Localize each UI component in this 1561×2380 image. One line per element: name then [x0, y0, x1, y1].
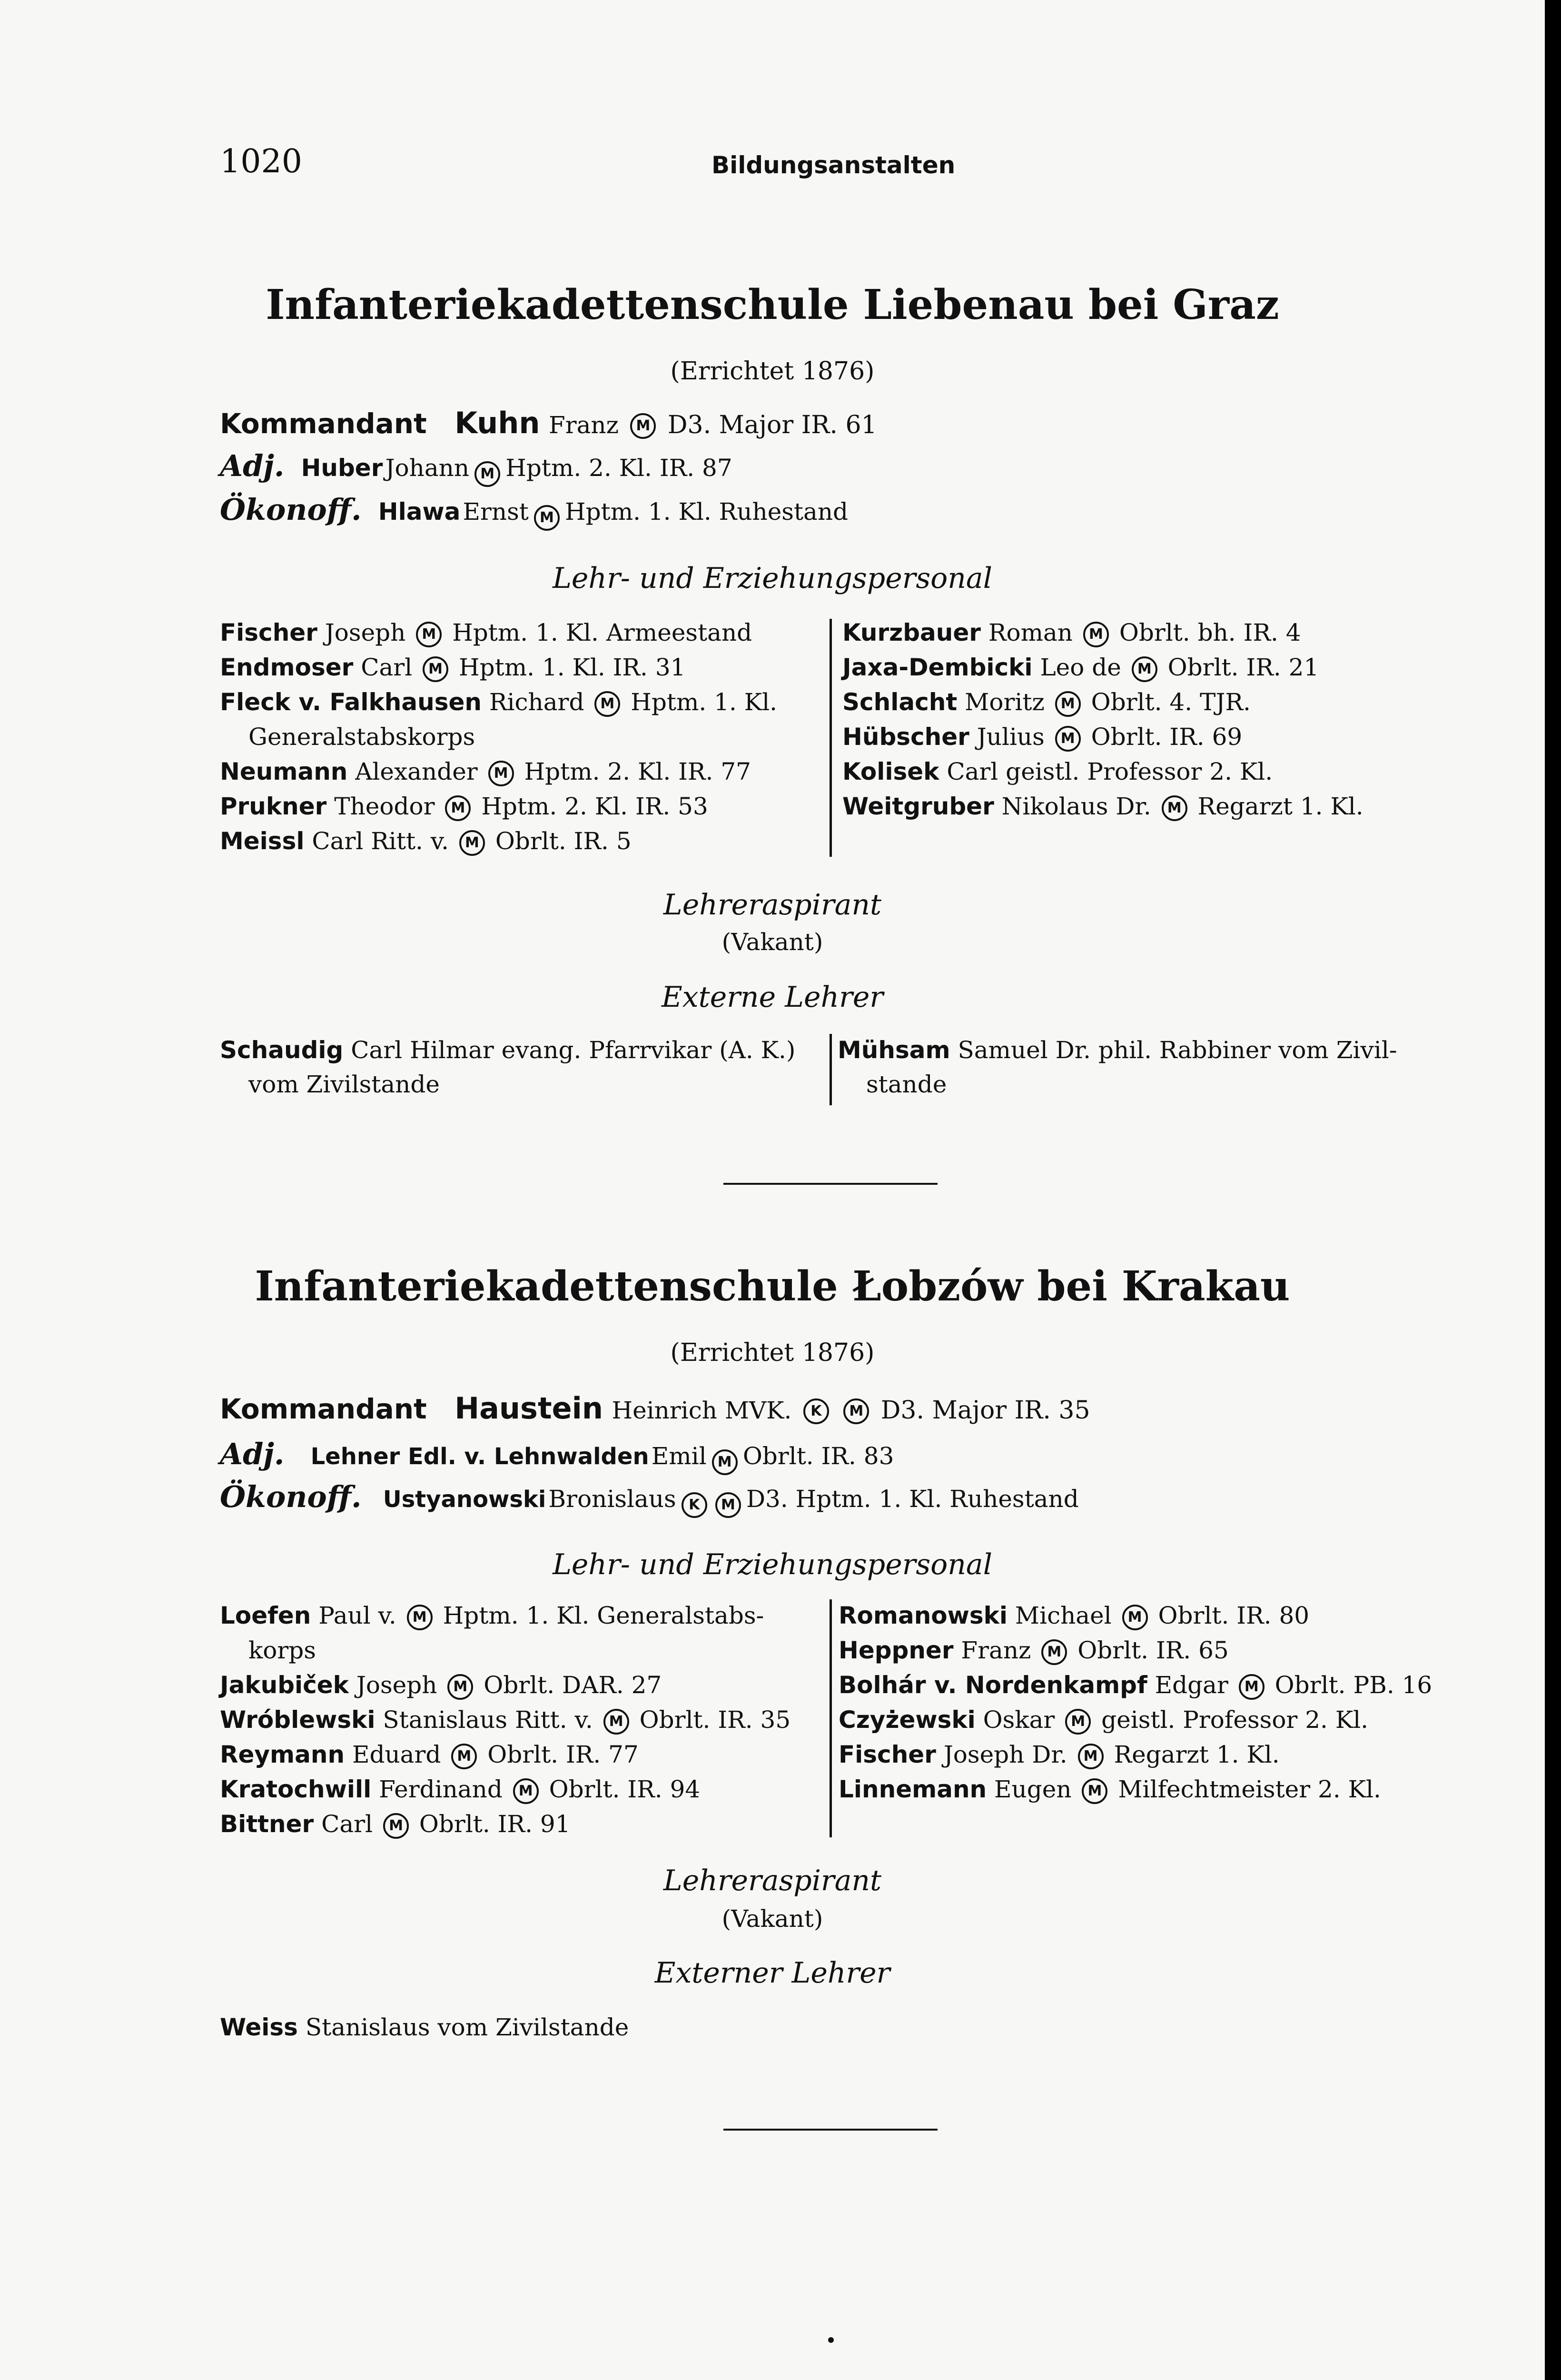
staff-entry: Czyżewski Oskar M geistl. Professor 2. Kl. [839, 1706, 1369, 1734]
page-number: 1020 [220, 143, 303, 180]
person-rank: Obrlt. IR. 83 [742, 1442, 894, 1470]
staff-entry: Kratochwill Ferdinand M Obrlt. IR. 94 [220, 1775, 701, 1803]
column-divider [830, 1034, 832, 1105]
person-name: Hlawa [378, 498, 461, 526]
person-rank: D3. Major IR. 61 [667, 411, 877, 439]
school1-adj [220, 448, 732, 487]
section-divider [723, 2129, 938, 2131]
staff-entry-continuation: Generalstabskorps [248, 723, 475, 751]
staff-entry: Fleck v. Falkhausen Richard M Hptm. 1. Kl. [220, 688, 778, 716]
staff-entry: Jaxa-Dembicki Leo de M Obrlt. IR. 21 [842, 654, 1319, 681]
school1-title: Infanteriekadettenschule Liebenau bei Graz [266, 281, 1279, 329]
school2-founded: (Errichtet 1876) [670, 1339, 875, 1367]
medal-icon: M [843, 1398, 869, 1424]
medal-icon: M [712, 1449, 738, 1475]
person-detail-continuation: vom Zivilstande [248, 1071, 440, 1098]
school1-external-left [220, 1033, 795, 1101]
staff-entry: Meissl Carl Ritt. v. M Obrlt. IR. 5 [220, 827, 632, 855]
person-given: Franz [549, 411, 619, 439]
school1-external-heading: Externe Lehrer [661, 981, 884, 1014]
person-name: Weiss [220, 2013, 298, 2041]
staff-entry: Jakubiček Joseph M Obrlt. DAR. 27 [220, 1671, 662, 1699]
staff-entry-continuation: korps [248, 1636, 316, 1664]
role-label: Ökonoff. [220, 492, 362, 527]
person-detail: Carl Hilmar evang. Pfarrvikar (A. K.) [351, 1036, 796, 1064]
person-given: Emil [651, 1442, 707, 1470]
section-divider [723, 1183, 938, 1185]
person-name: Schaudig [220, 1036, 344, 1064]
staff-entry: Bolhár v. Nordenkampf Edgar M Obrlt. PB. 16 [839, 1671, 1433, 1699]
staff-entry: Weitgruber Nikolaus Dr. M Regarzt 1. Kl. [842, 793, 1363, 820]
school2-staff-left [220, 1598, 790, 1842]
person-given: Ernst [463, 498, 529, 526]
school2-staff-heading: Lehr- und Erziehungspersonal [553, 1548, 992, 1581]
school2-external-left [220, 2013, 629, 2041]
school2-aspirant-heading: Lehreraspirant [663, 1864, 882, 1897]
person-detail-continuation: stande [866, 1071, 947, 1098]
person-given: Bronislaus [548, 1485, 676, 1513]
person-given: Johann [385, 454, 470, 482]
staff-entry: Endmoser Carl M Hptm. 1. Kl. IR. 31 [220, 654, 686, 681]
staff-entry: Neumann Alexander M Hptm. 2. Kl. IR. 77 [220, 758, 751, 785]
staff-entry: Fischer Joseph Dr. M Regarzt 1. Kl. [839, 1741, 1280, 1768]
role-label: Ökonoff. [220, 1479, 362, 1514]
person-detail: Stanislaus vom Zivilstande [305, 2013, 629, 2041]
column-divider [830, 1599, 832, 1837]
school1-founded: (Errichtet 1876) [670, 357, 875, 386]
column-divider [830, 619, 832, 857]
person-given: Heinrich MVK. [612, 1397, 792, 1424]
staff-entry: Hübscher Julius M Obrlt. IR. 69 [842, 723, 1243, 751]
medal-icon: M [630, 413, 656, 439]
person-rank: Hptm. 1. Kl. Ruhestand [565, 498, 849, 526]
staff-entry: Kurzbauer Roman M Obrlt. bh. IR. 4 [842, 619, 1301, 646]
staff-entry: Reymann Eduard M Obrlt. IR. 77 [220, 1741, 639, 1768]
running-head: Bildungsanstalten [711, 151, 956, 179]
school2-okonoff [220, 1479, 1079, 1518]
school1-external-right [838, 1033, 1397, 1101]
person-name: Kuhn [454, 406, 540, 440]
person-rank: D3. Hptm. 1. Kl. Ruhestand [746, 1485, 1079, 1513]
staff-entry: Fischer Joseph M Hptm. 1. Kl. Armeestand [220, 619, 752, 646]
school2-external-heading: Externer Lehrer [654, 1956, 890, 1990]
staff-entry: Linnemann Eugen M Milfechtmeister 2. Kl. [839, 1775, 1381, 1803]
medal-icon: M [715, 1492, 741, 1518]
role-label: Kommandant [220, 407, 427, 440]
school1-kommandant [220, 406, 877, 440]
school2-adj [220, 1437, 894, 1475]
staff-entry: Loefen Paul v. M Hptm. 1. Kl. Generalstabs- [220, 1602, 764, 1629]
role-label: Kommandant [220, 1393, 427, 1425]
school2-staff-right [839, 1598, 1432, 1807]
school1-staff-left [220, 615, 777, 859]
school1-aspirant-value: (Vakant) [721, 928, 823, 956]
staff-entry: Romanowski Michael M Obrlt. IR. 80 [839, 1602, 1310, 1629]
school2-kommandant [220, 1391, 1090, 1426]
role-label: Adj. [220, 448, 285, 483]
person-name: Haustein [454, 1391, 603, 1426]
person-name: Ustyanowski [383, 1486, 546, 1513]
speck-mark [828, 2337, 834, 2343]
medal-icon: M [534, 505, 560, 531]
staff-entry: Wróblewski Stanislaus Ritt. v. M Obrlt. IR. 35 [220, 1706, 791, 1734]
person-detail: Samuel Dr. phil. Rabbiner vom Zivil- [958, 1036, 1397, 1064]
school1-staff-heading: Lehr- und Erziehungspersonal [553, 562, 992, 595]
person-rank: D3. Major IR. 35 [880, 1396, 1090, 1425]
medal-icon: M [474, 461, 500, 487]
staff-entry: Schlacht Moritz M Obrlt. 4. TJR. [842, 688, 1251, 716]
role-label: Adj. [220, 1437, 285, 1471]
school2-title: Infanteriekadettenschule Łobzów bei Krakau [255, 1262, 1290, 1310]
medal-k-icon: K [682, 1492, 707, 1518]
school1-aspirant-heading: Lehreraspirant [663, 888, 882, 922]
person-rank: Hptm. 2. Kl. IR. 87 [505, 454, 732, 482]
staff-entry: Bittner Carl M Obrlt. IR. 91 [220, 1810, 571, 1838]
person-name: Lehner Edl. v. Lehnwalden [310, 1443, 649, 1470]
school1-okonoff [220, 492, 848, 531]
medal-k-icon: K [803, 1398, 829, 1424]
staff-entry: Heppner Franz M Obrlt. IR. 65 [839, 1636, 1229, 1664]
staff-entry: Kolisek Carl geistl. Professor 2. Kl. [842, 758, 1273, 785]
person-name: Mühsam [838, 1036, 950, 1064]
person-name: Huber [301, 454, 383, 482]
staff-entry: Prukner Theodor M Hptm. 2. Kl. IR. 53 [220, 793, 708, 820]
school2-aspirant-value: (Vakant) [721, 1905, 823, 1933]
school1-staff-right [842, 615, 1363, 824]
